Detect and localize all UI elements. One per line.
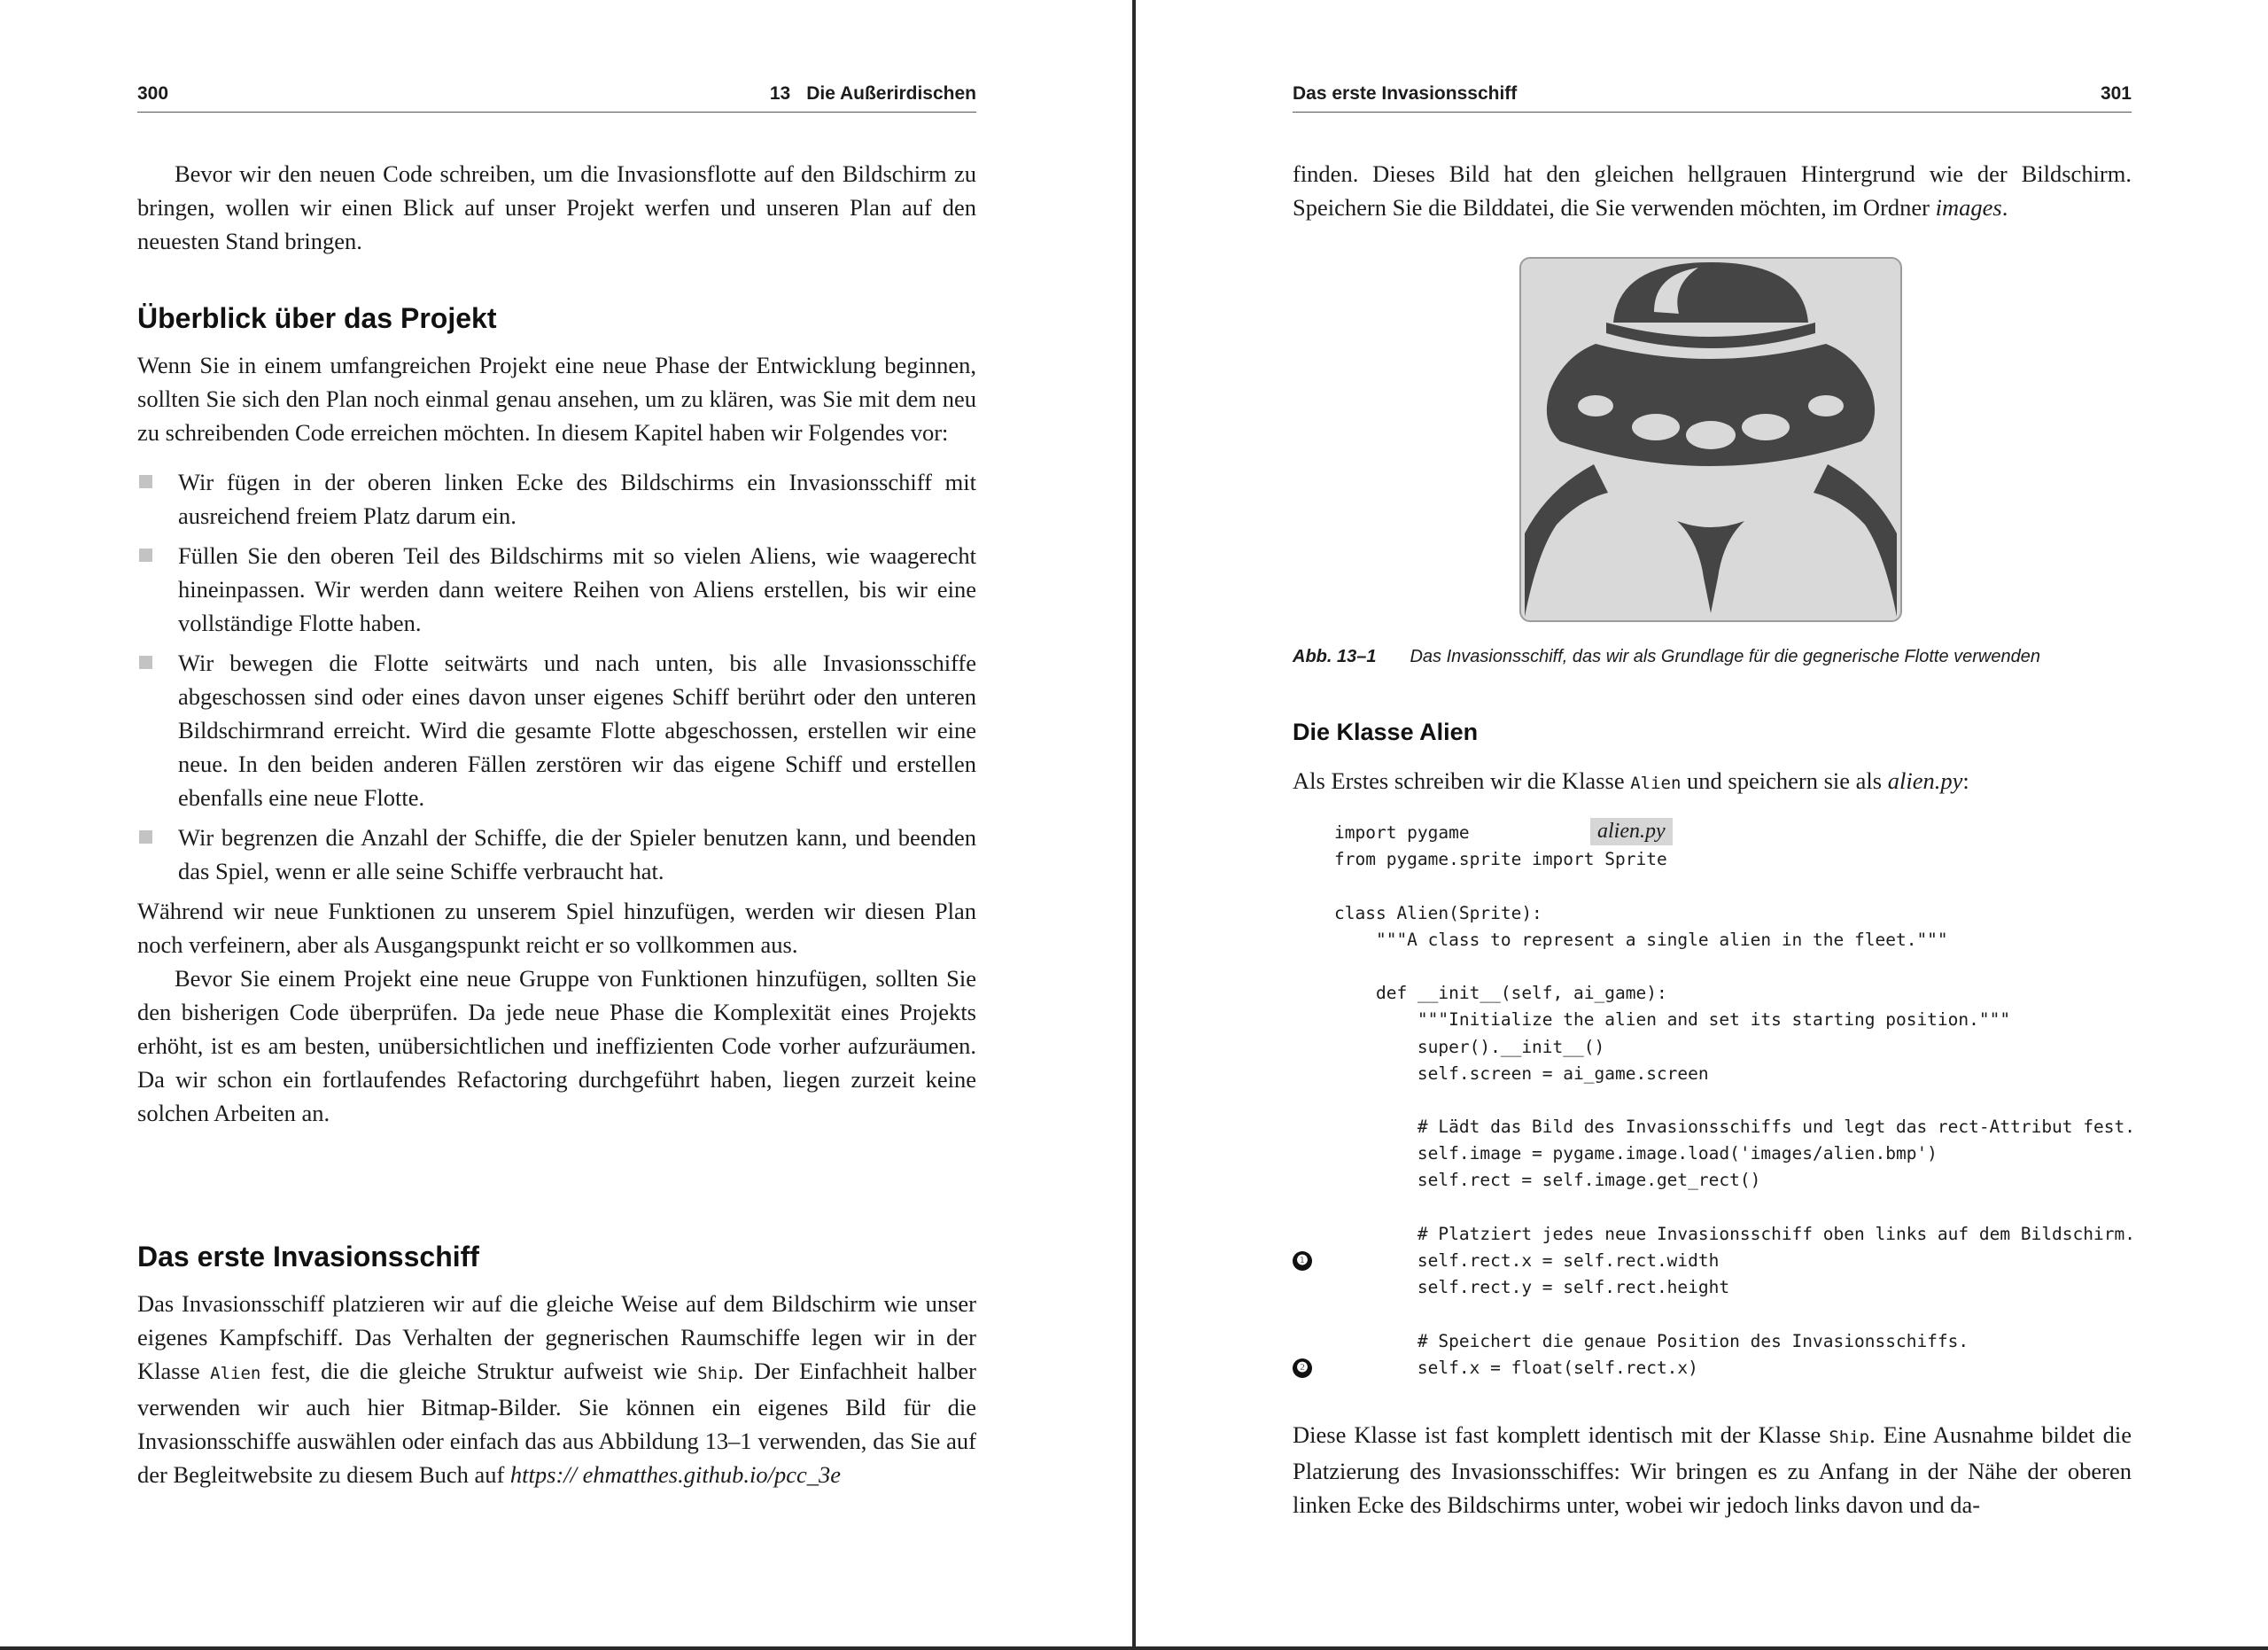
text-run: . Der Einfachheit halber verwenden wir auch hier Bitmap-Bilder. Sie können ein eigenes Bild für die Invasionsschiffe auswählen oder einfach das aus Abbildung 13–1 verwenden, das Sie auf der Begleitwebsite zu diesem Buch auf [137,1358,976,1488]
alien-ship-icon [1521,259,1900,620]
code-line: """Initialize the alien and set its starting position.""" [1334,1009,2011,1031]
alien-ship-figure [1519,257,1902,622]
left-chapter-title [770,83,976,105]
overview-paragraph: Wenn Sie in einem umfangreichen Projekt eine neue Phase der Entwicklung beginnen, sollten Sie sich den Plan noch einmal genau ansehen, um zu klären, was Sie mit dem neu zu schreibenden Code erreichen möchten. In diesem Kapitel haben wir Folgendes vor: [137,352,976,446]
first-alien-paragraph [137,1287,976,1491]
ship-dome [1613,262,1808,323]
text-run: . Eine Ausnahme bildet die Platzierung des Invasionsschiffes: Wir bringen es zu Anfang in der Nähe der oberen linken Ecke des Bildschirms unter, wobei wir jedoch links davon und da- [1293,1421,2132,1518]
ship-window [1742,414,1790,440]
subsection-heading-alien: Die Klasse Alien [1293,719,1479,745]
code-marker-1: ❶ [1293,1251,1312,1271]
closing-paragraph [1293,1418,2132,1522]
right-top-block [1293,157,2132,224]
plan-list-item [137,821,976,888]
text-run: fest, die die gleiche Struktur aufweist wie [260,1358,698,1384]
alien-py-filename: alien.py [1887,767,1963,794]
code-line: self.rect.y = self.rect.height [1334,1277,1730,1298]
text-run: : [1962,767,1969,794]
section-heading-first-alien: Das erste Invasionsschiff [137,1241,479,1273]
code-line: # Speichert die genaue Position des Invasionsschiffs. [1334,1330,1969,1351]
code-line: self.screen = ai_game.screen [1334,1062,1709,1084]
chapter-number: 13 [769,83,791,104]
closing-block [1293,1418,2132,1522]
figure-caption [1293,645,2267,668]
inline-code-alien: Alien [1630,774,1682,793]
code-line: self.x = float(self.rect.x) [1334,1357,1698,1378]
code-line: class Alien(Sprite): [1334,902,1542,923]
figure-caption-text: Das Invasionsschiff, das wir als Grundlage für die gegnerische Flotte verwenden [1410,647,2040,666]
text-run: Als Erstes schreiben wir die Klasse [1293,767,1631,794]
code-line: # Platziert jedes neue Invasionsschiff oben links auf dem Bildschirm. [1334,1223,2135,1244]
code-filename-tag: alien.py [1590,818,1673,845]
code-marker-2: ❷ [1293,1358,1312,1378]
text-run: und speichern sie als [1681,767,1888,794]
subsection-alien-class [1293,716,2132,800]
text-run: finden. Dieses Bild hat den gleichen hellgrauen Hintergrund wie der Bildschirm. Speichern Sie die Bilddatei, die Sie verwenden möchten, im Ordner [1293,160,2132,221]
left-running-header [137,83,976,113]
image-info-paragraph [1293,157,2132,224]
plan-item-text: Wir bewegen die Flotte seitwärts und nach unten, bis alle Invasionsschiffe abgeschossen sind oder eines davon unser eigenes Schiff berührt oder den unteren Bildschirmrand erreicht. Wird die gesamte Flotte abgeschossen, erstellen wir eine neue. In den beiden anderen Fällen zerstören wir das eigene Schiff und erstellen ebenfalls eine neue Flotte. [178,650,976,811]
square-bullet-icon [139,656,152,669]
images-folder-name: images [1935,194,2002,221]
square-bullet-icon [139,830,152,844]
code-line: self.rect.x = self.rect.width [1334,1250,1720,1271]
code-line: from pygame.sprite import Sprite [1334,849,1667,870]
plan-item-text: Wir begrenzen die Anzahl der Schiffe, die der Spieler benutzen kann, und beenden das Spiel, wenn er alle seine Schiffe verbraucht hat. [178,824,976,884]
code-line: """A class to represent a single alien in the fleet.""" [1334,929,1948,950]
intro-paragraph: Bevor wir den neuen Code schreiben, um die Invasionsflotte auf den Bildschirm zu bringen, wollen wir einen Blick auf unser Projekt werfen und unseren Plan auf den neuesten Stand bringen. [137,160,976,254]
alien-intro-paragraph [1293,764,2132,800]
text-run: Diese Klasse ist fast komplett identisch mit der Klasse [1293,1421,1829,1448]
code-line [1334,1301,2185,1327]
section-first-alien [137,1239,976,1491]
ship-window [1808,395,1844,416]
code-line [1334,953,2185,980]
text-run: Das Invasionsschiff platzieren wir auf die gleiche Weise auf dem Bildschirm wie unser eigenes Kampfschiff. Das Verhalten der gegnerischen Raumschiffe legen wir in der Klasse [137,1290,976,1384]
intro-paragraph-block [137,157,976,258]
page-bottom-edge [0,1646,2268,1650]
plan-item-text: Wir fügen in der oberen linken Ecke des Bildschirms ein Invasionsschiff mit ausreichend freiem Platz darum ein. [178,469,976,529]
ship-right-leg [1814,464,1897,617]
code-line: super().__init__() [1334,1036,1605,1057]
code-listing [1334,820,2185,1381]
code-line [1334,1087,2185,1114]
ship-left-leg [1525,464,1608,617]
plan-list [137,465,976,888]
text-run: . [2001,194,2008,221]
book-spine [1132,0,1136,1650]
right-running-header [1293,83,2132,113]
left-page-number: 300 [137,83,169,104]
refactor-paragraph: Bevor Sie einem Projekt eine neue Gruppe von Funktionen hinzufügen, sollten Sie den bisherigen Code überprüfen. Da jede neue Phase die Komplexität eines Projekts erhöht, ist es am besten, unübersichtlichen und ineffizienten Code vorher aufzuräumen. Da wir schon ein fortlaufendes Refactoring durchgeführt haben, liegen zurzeit keine solchen Arbeiten an. [137,965,976,1126]
code-line [1334,1195,2185,1221]
plan-list-item [137,646,976,814]
figure-label: Abb. 13–1 [1293,647,1377,666]
code-line: def __init__(self, ai_game): [1334,983,1667,1004]
code-line: self.rect = self.image.get_rect() [1334,1170,1761,1191]
plan-list-item [137,539,976,640]
inline-code-ship: Ship [1829,1428,1870,1447]
code-line: import pygame [1334,822,1470,843]
plan-item-text: Füllen Sie den oberen Teil des Bildschirms mit so vielen Aliens, wie waagerecht hineinpassen. Wir werden dann weitere Reihen von Aliens erstellen, bis wir eine vollständige Flotte haben. [178,542,976,636]
section-overview [137,300,976,1130]
plan-refine-paragraph: Während wir neue Funktionen zu unserem Spiel hinzufügen, werden wir diesen Plan noch verfeinern, aber als Ausgangspunkt reicht er so vollkommen aus. [137,898,976,958]
code-line: self.image = pygame.image.load('images/alien.bmp') [1334,1143,1938,1164]
ship-ring [1606,323,1815,348]
ship-window [1578,395,1613,416]
inline-code-alien: Alien [210,1364,261,1383]
chapter-name: Die Außerirdischen [806,83,976,104]
square-bullet-icon [139,549,152,562]
right-page-number: 301 [2100,83,2132,104]
plan-list-item [137,465,976,533]
companion-website-url: https:// ehmatthes.github.io/pcc_3e [509,1461,842,1488]
square-bullet-icon [139,475,152,488]
ship-center-leg [1677,521,1744,613]
section-heading-overview: Überblick über das Projekt [137,302,497,334]
right-section-title: Das erste Invasionsschiff [1293,83,1518,104]
code-line [1334,873,2185,899]
ship-window [1686,421,1736,449]
code-line: # Lädt das Bild des Invasionsschiffs und legt das rect-Attribut fest. [1334,1117,2135,1138]
ship-window [1632,414,1680,440]
inline-code-ship: Ship [697,1364,738,1383]
